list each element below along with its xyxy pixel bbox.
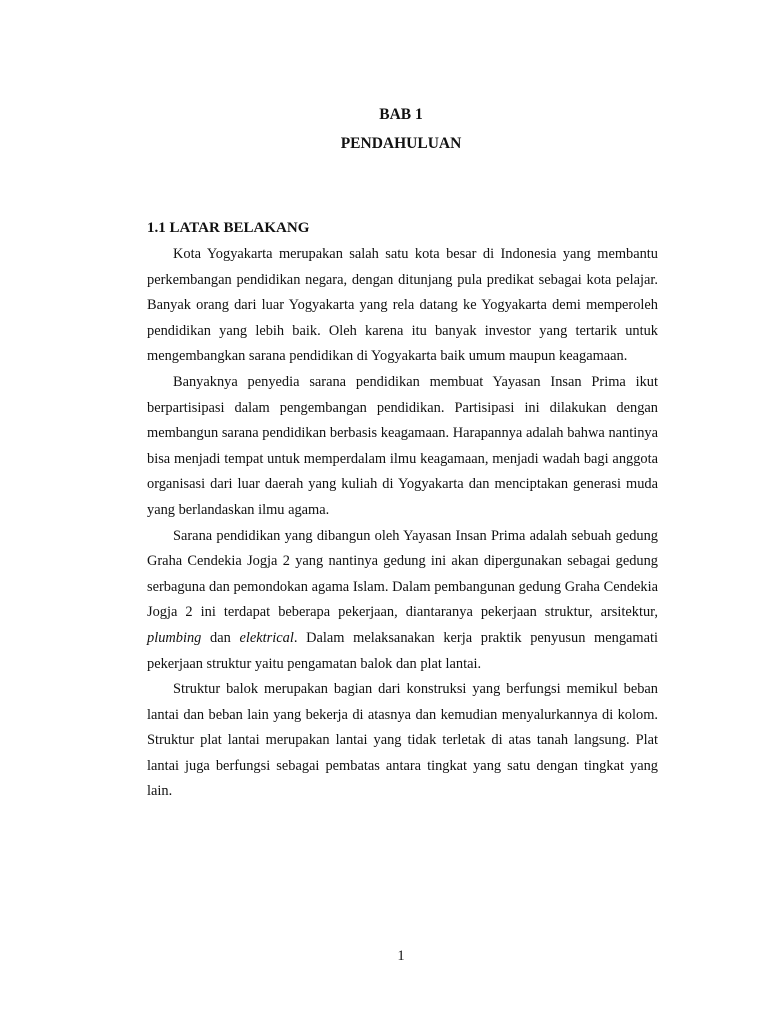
- italic-term-plumbing: plumbing: [147, 629, 202, 646]
- body-text: [147, 242, 658, 805]
- paragraph-4: Struktur balok merupakan bagian dari konstruksi yang berfungsi memikul beban lantai dan beban lain yang bekerja di atasnya dan kemudian menyalurkannya di kolom. Struktur plat lantai merupakan lantai yang tidak terletak di atas tanah langsung. Plat lantai juga berfungsi sebagai pembatas antara tingkat yang satu dengan tingkat yang lain.: [147, 681, 658, 800]
- paragraph-3: [147, 524, 658, 678]
- paragraph-1: Kota Yogyakarta merupakan salah satu kota besar di Indonesia yang membantu perkembangan pendidikan negara, dengan ditunjang pula predikat sebagai kota pelajar. Banyak orang dari luar Yogyakarta yang rela datang ke Yogyakarta demi memperoleh pendidikan yang lebih baik. Oleh karena itu banyak investor yang tertarik untuk mengembangkan sarana pendidikan di Yogyakarta baik umum maupun keagamaan.: [147, 246, 658, 365]
- paragraph-3-text-end: . Dalam melaksanakan kerja praktik penyusun mengamati pekerjaan struktur yaitu pengamatan balok dan plat lantai.: [147, 629, 658, 672]
- chapter-number: BAB 1: [379, 106, 423, 123]
- paragraph-3-text-start: Sarana pendidikan yang dibangun oleh Yayasan Insan Prima adalah sebuah gedung Graha Cendekia Jogja 2 yang nantinya gedung ini akan dipergunakan sebagai gedung serbaguna dan pemondokan agama Islam. Dalam pembangunan gedung Graha Cendekia Jogja 2 ini terdapat beberapa pekerjaan, diantaranya pekerjaan struktur, arsitektur,: [147, 527, 658, 621]
- section-heading: 1.1 LATAR BELAKANG: [147, 220, 310, 236]
- italic-term-elektrical: elektrical: [239, 629, 294, 646]
- page-number: 1: [397, 948, 405, 964]
- paragraph-3-text-middle: dan: [201, 629, 240, 646]
- chapter-title: PENDAHULUAN: [340, 135, 462, 152]
- paragraph-2: Banyaknya penyedia sarana pendidikan membuat Yayasan Insan Prima ikut berpartisipasi dalam pengembangan pendidikan. Partisipasi ini dilakukan dengan membangun sarana pendidikan berbasis keagamaan. Harapannya adalah bahwa nantinya bisa menjadi tempat untuk memperdalam ilmu keagamaan, menjadi wadah bagi anggota organisasi dari luar daerah yang kuliah di Yogyakarta dan menciptakan generasi muda yang berlandaskan ilmu agama.: [147, 373, 658, 518]
